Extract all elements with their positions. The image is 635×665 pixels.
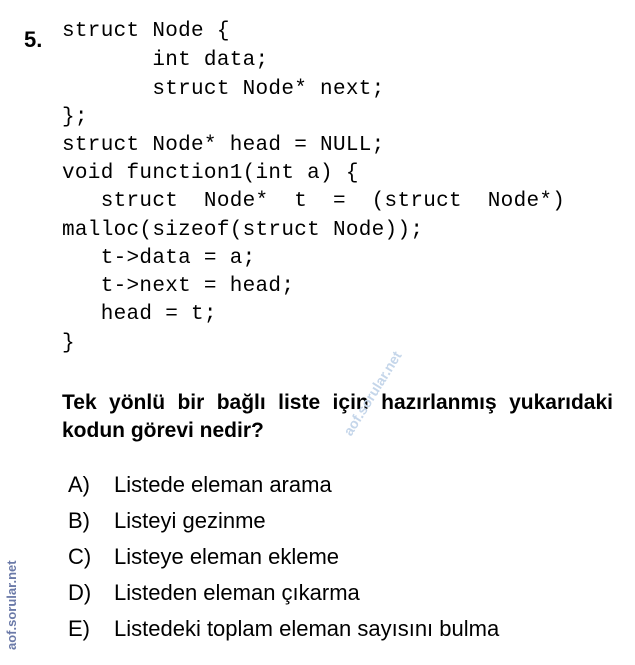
watermark-side: aof.sorular.net [4, 560, 19, 650]
option-letter: D) [68, 580, 92, 605]
option-b[interactable] [68, 506, 266, 536]
code-line: malloc(sizeof(struct Node)); [62, 219, 424, 242]
code-line: void function1(int a) { [62, 162, 359, 185]
option-text: Listedeki toplam eleman sayısını bulma [114, 616, 500, 641]
question-text: Tek yönlü bir bağlı liste için hazırlanmış yukarıdaki kodun görevi nedir? [62, 391, 613, 442]
option-letter: B) [68, 508, 90, 533]
code-line: t->next = head; [62, 275, 295, 298]
code-line: struct Node* t = (struct Node*) [62, 190, 566, 213]
code-line: t->data = a; [62, 247, 256, 270]
option-d[interactable] [68, 578, 360, 608]
option-letter: A) [68, 472, 90, 497]
code-line: struct Node* head = NULL; [62, 134, 385, 157]
option-letter: C) [68, 544, 92, 569]
option-a[interactable] [68, 470, 332, 500]
code-line: } [62, 332, 75, 355]
option-letter: E) [68, 616, 90, 641]
option-text: Listeyi gezinme [114, 508, 266, 533]
option-text: Listede eleman arama [114, 472, 332, 497]
question-number: 5. [24, 27, 43, 52]
code-line: head = t; [62, 303, 217, 326]
code-line: }; [62, 106, 88, 129]
option-text: Listeden eleman çıkarma [114, 580, 360, 605]
option-text: Listeye eleman ekleme [114, 544, 340, 569]
option-c[interactable] [68, 542, 339, 572]
code-line: struct Node* next; [62, 78, 385, 101]
watermark-diagonal: aof.sorular.net [340, 348, 405, 439]
code-line: struct Node { [62, 20, 230, 43]
option-e[interactable] [68, 614, 499, 644]
code-line: int data; [62, 49, 269, 72]
